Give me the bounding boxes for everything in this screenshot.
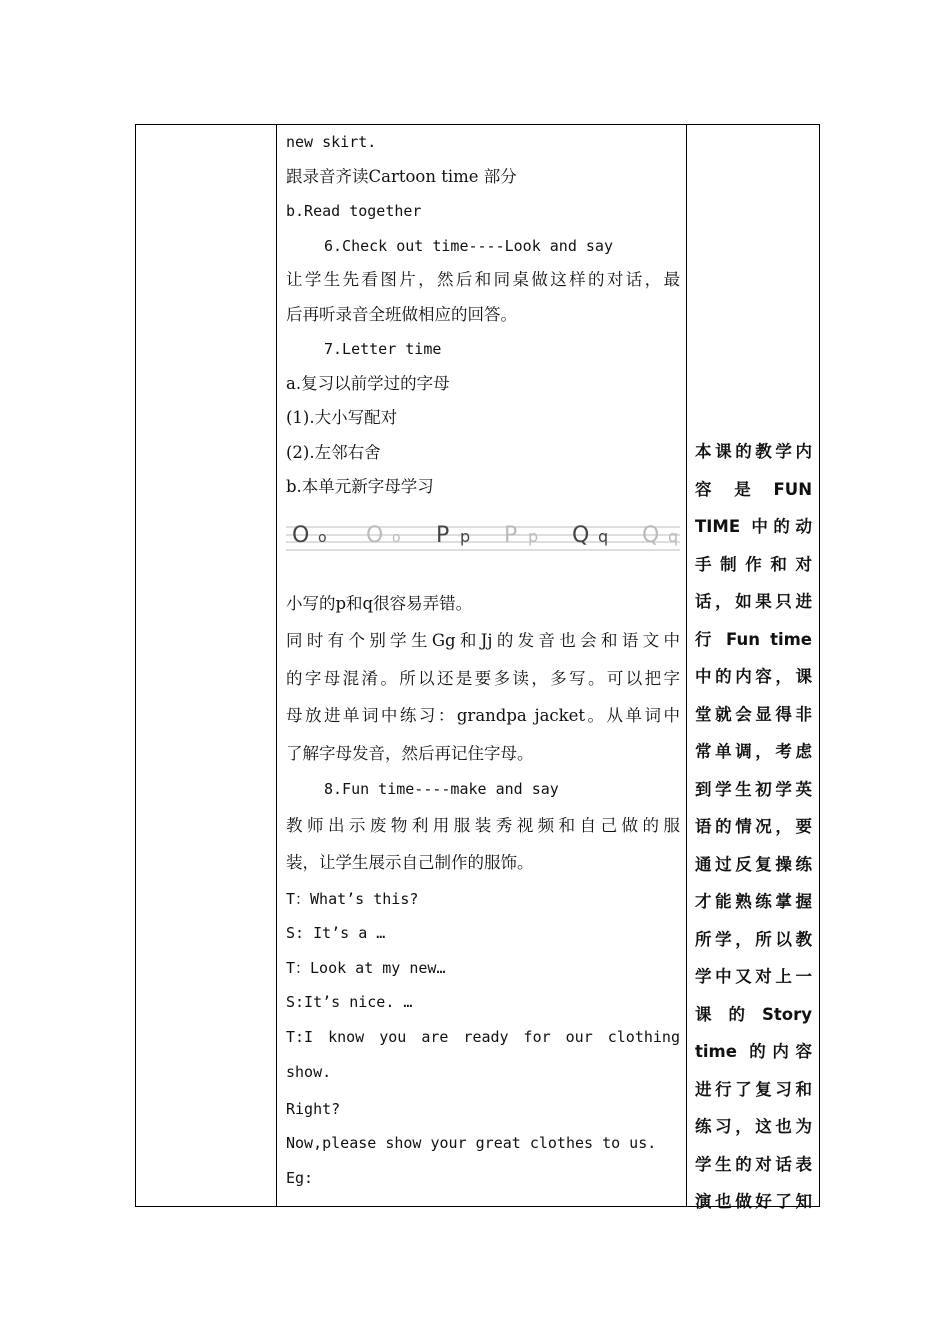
intent-line: 学中又对上一	[695, 967, 812, 986]
dialogue-line: T：Look at my new…	[286, 958, 446, 977]
dialogue-line: S:It’s nice. …	[286, 993, 413, 1011]
section-heading: 7.Letter time	[324, 340, 442, 358]
text-line: 让学生先看图片，然后和同桌做这样的对话，最	[286, 270, 680, 289]
dialogue-line: Eg:	[286, 1168, 314, 1187]
design-intent-text	[695, 433, 812, 1221]
letters-writing-image	[286, 505, 680, 585]
letter-upper-p-trace: P	[504, 522, 518, 548]
text-line: 母放进单词中练习：grandpa jacket。从单词中	[286, 706, 680, 725]
letter-lower-o-trace: o	[392, 529, 401, 546]
letter-lower-p-trace: p	[528, 526, 539, 546]
text-line: (2).左邻右舍	[286, 442, 381, 462]
letter-upper-o-trace: O	[366, 522, 384, 548]
intent-line: 堂就会显得非	[695, 704, 812, 724]
intent-line: 到学生初学英	[695, 779, 812, 799]
intent-line: 语的情况，要	[695, 817, 812, 836]
text-line: 同时有个别学生Gg和Jj的发音也会和语文中	[286, 631, 680, 650]
intent-line: 话，如果只进	[695, 592, 812, 611]
text-line: a.复习以前学过的字母	[286, 373, 450, 393]
intent-line: 进行了复习和	[695, 1079, 812, 1099]
letter-upper-p: P	[436, 522, 450, 548]
procedure-text	[286, 125, 680, 1195]
text-line: b.Read together	[286, 202, 422, 220]
intent-line: 手制作和对	[695, 554, 812, 574]
intent-line: 所学，所以教	[695, 929, 812, 949]
intent-line: 常单调，考虑	[695, 742, 812, 761]
text-line: 装，让学生展示自己制作的服饰。	[286, 853, 534, 872]
intent-line: 容 是 FUN	[695, 479, 812, 499]
letter-lower-q-trace: q	[668, 526, 679, 546]
dialogue-line: show.	[286, 1063, 332, 1081]
letter-upper-q: Q	[572, 522, 590, 548]
letter-lower-q: q	[598, 526, 609, 546]
text-line: b.本单元新字母学习	[286, 477, 434, 496]
dialogue-line: Right?	[286, 1099, 341, 1118]
text-line: 教师出示废物利用服装秀视频和自己做的服	[286, 815, 680, 835]
intent-line: 通过反复操练	[695, 854, 812, 874]
text-line: 跟录音齐读Cartoon time 部分	[286, 166, 517, 186]
left-column-cell	[136, 125, 277, 1206]
section-heading: 6.Check out time----Look and say	[324, 236, 613, 255]
text-line: (1).大小写配对	[286, 408, 398, 427]
dialogue-line: T:I know you are ready for our clothing	[286, 1027, 680, 1046]
intent-line: 行 Fun time	[695, 629, 812, 649]
intent-line: 才能熟练掌握	[695, 892, 812, 911]
intent-line: 本课的教学内	[695, 442, 812, 461]
intent-line: 学生的对话表	[695, 1154, 812, 1174]
text-line: 小写的p和q很容易弄错。	[286, 593, 473, 613]
text-line: new skirt.	[286, 133, 377, 151]
intent-line: 演也做好了知	[695, 1192, 812, 1211]
procedure-column-cell	[277, 125, 687, 1206]
design-intent-column-cell	[687, 125, 819, 1211]
letter-lower-p: p	[460, 526, 471, 546]
dialogue-line: S: It’s a …	[286, 924, 386, 942]
text-line: 的字母混淆。所以还是要多读，多写。可以把字	[286, 668, 680, 688]
dialogue-line: Now,please show your great clothes to us.	[286, 1134, 657, 1152]
section-heading: 8.Fun time----make and say	[324, 780, 559, 798]
letter-upper-o: O	[292, 522, 310, 548]
lesson-table	[135, 124, 820, 1211]
letter-upper-q-trace: Q	[642, 522, 660, 548]
text-line: 了解字母发音，然后再记住字母。	[286, 743, 534, 763]
intent-line: 中的内容，课	[695, 667, 812, 686]
intent-line: TIME 中的动	[695, 517, 812, 536]
letter-lower-o: o	[318, 529, 327, 546]
intent-line: time 的内容	[695, 1042, 812, 1061]
dialogue-line: T：What’s this?	[286, 889, 419, 908]
intent-line: 课 的 Story	[695, 1004, 812, 1024]
handwriting-lines-illustration	[286, 505, 680, 585]
intent-line: 练习，这也为	[695, 1117, 812, 1136]
text-line: 后再听录音全班做相应的回答。	[286, 304, 517, 324]
